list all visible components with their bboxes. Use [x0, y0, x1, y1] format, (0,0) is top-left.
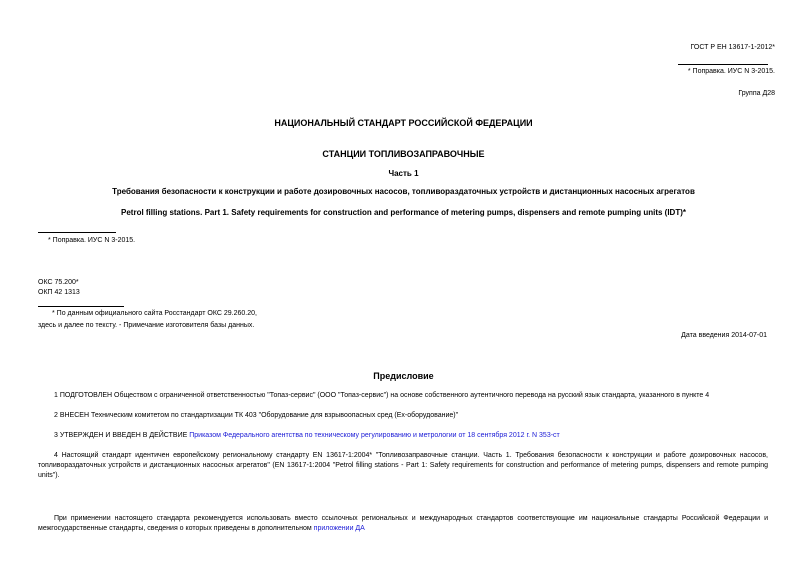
application-note-text: При применении настоящего стандарта рекомендуется использовать вместо ссылочных региональных и международных стандартов соответствующие им национальные стандарты Российской Федерации и межгосударственные стандарты, сведения о которых приведены в дополнительном [38, 515, 768, 532]
order-link[interactable]: Приказом Федерального агентства по техническому регулированию и метрологии от 18 сентября 2012 г. N 353-ст [189, 432, 560, 439]
preface-heading: Предисловие [373, 371, 434, 381]
standard-name: СТАНЦИИ ТОПЛИВОЗАПРАВОЧНЫЕ [322, 149, 485, 159]
appendix-da-link[interactable]: приложении ДА [313, 525, 365, 532]
subtitle-russian: Требования безопасности к конструкции и работе дозировочных насосов, топливораздаточных устройств и дистанционных насосных агрегатов [112, 187, 695, 196]
footnote-divider [38, 232, 116, 233]
preface-item-3 [38, 431, 768, 441]
header-divider [678, 64, 768, 65]
amendment-footnote: * Поправка. ИУС N 3-2015. [48, 237, 136, 244]
preface-item-2: 2 ВНЕСЕН Техническим комитетом по стандартизации ТК 403 "Оборудование для взрывоопасных сред (Ex-оборудование)" [54, 412, 459, 419]
national-standard-title: НАЦИОНАЛЬНЫЙ СТАНДАРТ РОССИЙСКОЙ ФЕДЕРАЦИИ [274, 118, 533, 128]
oks-footnote-line2: здесь и далее по тексту. - Примечание изготовителя базы данных. [38, 322, 255, 329]
preface-item-3-text: 3 УТВЕРЖДЕН И ВВЕДЕН В ДЕЙСТВИЕ [54, 432, 190, 439]
header-amendment-note: * Поправка. ИУС N 3-2015. [687, 68, 775, 75]
introduction-date: Дата введения 2014-07-01 [681, 332, 767, 339]
preface-item-1: 1 ПОДГОТОВЛЕН Обществом с ограниченной ответственностью "Топаз-сервис" (ООО "Топаз-сервис") на основе собственного аутентичного перевода на русский язык стандарта, указанного в пункте 4 [54, 392, 710, 399]
document-code: ГОСТ Р ЕН 13617-1-2012* [690, 44, 775, 51]
okp-code: ОКП 42 1313 [38, 289, 80, 296]
preface-item-4: 4 Настоящий стандарт идентичен европейскому региональному стандарту EN 13617-1:2004* "Топливозаправочные станции. Часть 1. Требования безопасности к конструкции и работе дозировочных насосов, топливораздаточных устройств и дистанционных насосных агрегатов" (EN 13617-1:2004 "Petrol filling stations - Part 1: Safety requirements for construction and performance of metering pumps, dispensers and remote pumping units"). [38, 452, 768, 479]
classification-group: Группа Д28 [738, 90, 775, 97]
oks-code: ОКС 75.200* [38, 279, 79, 286]
oks-footnote-line1: * По данным официального сайта Росстандарт ОКС 29.260.20, [52, 310, 257, 317]
part-label: Часть 1 [388, 169, 419, 178]
subtitle-english: Petrol filling stations. Part 1. Safety requirements for construction and performance of metering pumps, dispensers and remote pumping units (IDT)* [121, 208, 686, 217]
preface-application-note [38, 514, 768, 534]
oks-footnote-divider [38, 306, 124, 307]
